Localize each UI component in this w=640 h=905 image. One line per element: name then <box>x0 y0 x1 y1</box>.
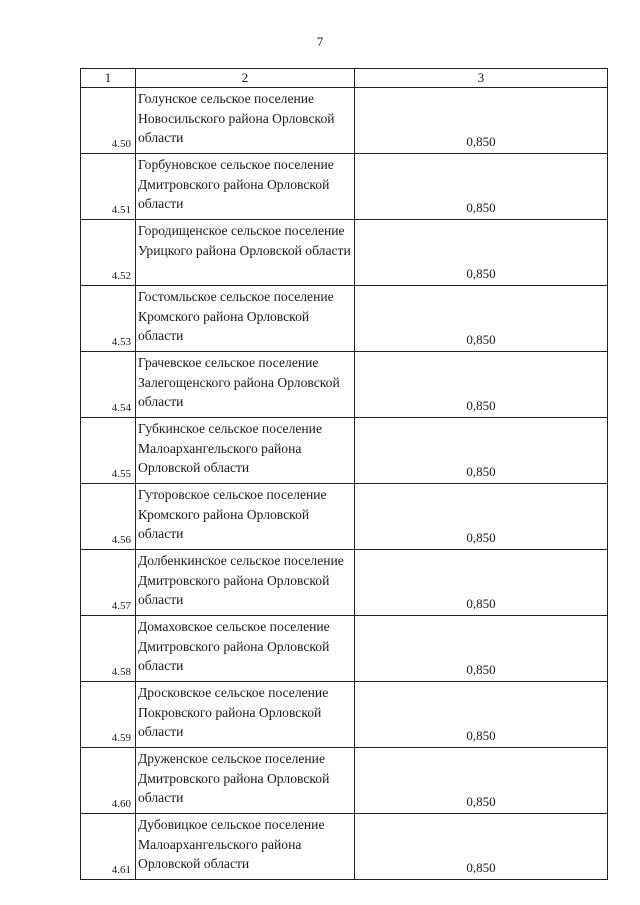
row-number: 4.57 <box>81 550 136 616</box>
coefficient-value: 0,850 <box>355 682 608 748</box>
settlement-name: Губкинское сельское поселение Малоархангельского района Орловской области <box>136 418 355 484</box>
table-row <box>81 220 608 286</box>
coefficient-value: 0,850 <box>355 352 608 418</box>
row-number: 4.61 <box>81 814 136 880</box>
row-number: 4.51 <box>81 154 136 220</box>
settlement-name: Дросковское сельское поселение Покровского района Орловской области <box>136 682 355 748</box>
table-row <box>81 550 608 616</box>
row-number: 4.50 <box>81 88 136 154</box>
settlement-name: Голунское сельское поселение Новосильского района Орловской области <box>136 88 355 154</box>
row-number: 4.54 <box>81 352 136 418</box>
settlement-name: Домаховское сельское поселение Дмитровского района Орловской области <box>136 616 355 682</box>
coefficient-value: 0,850 <box>355 814 608 880</box>
column-header: 1 <box>81 69 136 88</box>
settlement-table <box>80 68 608 880</box>
table-row <box>81 682 608 748</box>
column-header: 2 <box>136 69 355 88</box>
coefficient-value: 0,850 <box>355 484 608 550</box>
coefficient-value: 0,850 <box>355 286 608 352</box>
table-row <box>81 616 608 682</box>
page-number: 7 <box>316 34 324 49</box>
coefficient-value: 0,850 <box>355 220 608 286</box>
coefficient-value: 0,850 <box>355 88 608 154</box>
settlement-name: Гостомльское сельское поселение Кромского района Орловской области <box>136 286 355 352</box>
row-number: 4.52 <box>81 220 136 286</box>
settlement-name: Друженское сельское поселение Дмитровского района Орловской области <box>136 748 355 814</box>
coefficient-value: 0,850 <box>355 154 608 220</box>
table-header-row <box>81 69 608 88</box>
row-number: 4.56 <box>81 484 136 550</box>
column-header: 3 <box>355 69 608 88</box>
coefficient-value: 0,850 <box>355 418 608 484</box>
row-number: 4.59 <box>81 682 136 748</box>
settlement-name: Долбенкинское сельское поселение Дмитровского района Орловской области <box>136 550 355 616</box>
settlement-name: Горбуновское сельское поселение Дмитровского района Орловской области <box>136 154 355 220</box>
table-row <box>81 286 608 352</box>
settlement-name: Городищенское сельское поселение Урицкого района Орловской области <box>136 220 355 286</box>
coefficient-value: 0,850 <box>355 550 608 616</box>
table-row <box>81 484 608 550</box>
table-row <box>81 814 608 880</box>
settlement-name: Дубовицкое сельское поселение Малоархангельского района Орловской области <box>136 814 355 880</box>
row-number: 4.58 <box>81 616 136 682</box>
settlement-name: Гуторовское сельское поселение Кромского района Орловской области <box>136 484 355 550</box>
settlement-name: Грачевское сельское поселение Залегощенского района Орловской области <box>136 352 355 418</box>
coefficient-value: 0,850 <box>355 616 608 682</box>
table-row <box>81 88 608 154</box>
row-number: 4.55 <box>81 418 136 484</box>
row-number: 4.60 <box>81 748 136 814</box>
table-row <box>81 748 608 814</box>
table-row <box>81 154 608 220</box>
coefficient-value: 0,850 <box>355 748 608 814</box>
row-number: 4.53 <box>81 286 136 352</box>
table-row <box>81 418 608 484</box>
table-row <box>81 352 608 418</box>
